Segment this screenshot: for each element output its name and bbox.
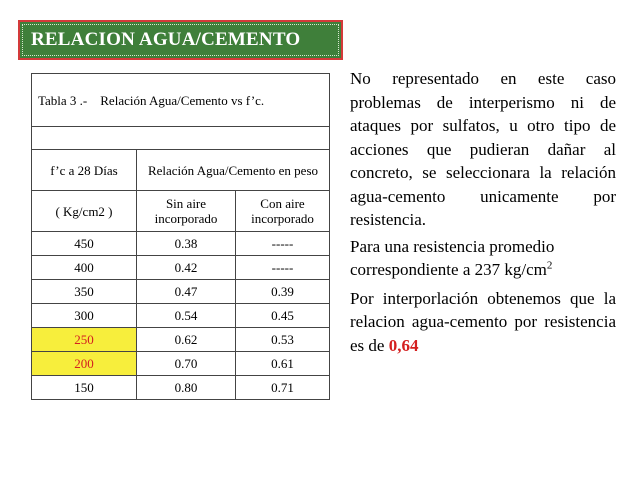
fc-cell: 150 — [32, 376, 137, 400]
air-cell: 0.45 — [236, 304, 330, 328]
paragraph-average-strength — [350, 235, 616, 282]
result-text: Por interporlación obtenemos que la relacion agua-cemento por resistencia es de — [350, 288, 616, 355]
fc-header: f’c a 28 Días — [32, 150, 137, 191]
air-cell: ----- — [236, 256, 330, 280]
table-row — [32, 280, 330, 304]
header-row-2 — [32, 191, 330, 232]
wc-ratio-table — [31, 73, 330, 400]
no-air-cell: 0.38 — [137, 232, 236, 256]
table-row — [32, 376, 330, 400]
caption-text: Relación Agua/Cemento vs f’c. — [100, 92, 265, 108]
table-row — [32, 328, 330, 352]
air-cell: ----- — [236, 232, 330, 256]
table-row — [32, 256, 330, 280]
table-row — [32, 304, 330, 328]
air-cell: 0.71 — [236, 376, 330, 400]
air-header: Con aire incorporado — [236, 191, 330, 232]
fc-cell: 450 — [32, 232, 137, 256]
paragraph-conditions: No representado en este caso problemas de interperismo ni de ataques por sulfatos, u otro tipo de acciones que pudieran dañar al concreto, se seleccionara la relación agua-cemento unicamente por resistencia. — [350, 69, 616, 229]
explanation-text — [350, 67, 616, 357]
no-air-cell: 0.54 — [137, 304, 236, 328]
table-row — [32, 352, 330, 376]
fc-cell: 300 — [32, 304, 137, 328]
title-banner — [18, 20, 343, 60]
average-strength-text: Para una resistencia promedio correspondiente a 237 kg/cm — [350, 236, 555, 279]
fc-cell: 350 — [32, 280, 137, 304]
table-row — [32, 232, 330, 256]
no-air-cell: 0.42 — [137, 256, 236, 280]
caption-number: Tabla 3 .- — [38, 92, 88, 108]
fc-cell: 400 — [32, 256, 137, 280]
slide-title: RELACION AGUA/CEMENTO — [22, 24, 339, 56]
no-air-header: Sin aire incorporado — [137, 191, 236, 232]
no-air-cell: 0.70 — [137, 352, 236, 376]
empty-cell — [32, 127, 330, 150]
ratio-group-header: Relación Agua/Cemento en peso — [137, 150, 330, 191]
no-air-cell: 0.47 — [137, 280, 236, 304]
no-air-cell: 0.80 — [137, 376, 236, 400]
fc-cell-highlighted: 250 — [32, 328, 137, 352]
fc-unit-header: ( Kg/cm2 ) — [32, 191, 137, 232]
no-air-cell: 0.62 — [137, 328, 236, 352]
caption-row — [32, 74, 330, 127]
table-caption — [32, 74, 330, 127]
air-cell: 0.53 — [236, 328, 330, 352]
header-row-1 — [32, 150, 330, 191]
fc-cell-highlighted: 200 — [32, 352, 137, 376]
air-cell: 0.39 — [236, 280, 330, 304]
paragraph-result — [350, 287, 616, 358]
exponent: 2 — [546, 259, 553, 272]
air-cell: 0.61 — [236, 352, 330, 376]
result-value: 0,64 — [388, 335, 419, 355]
spacer-row — [32, 127, 330, 150]
